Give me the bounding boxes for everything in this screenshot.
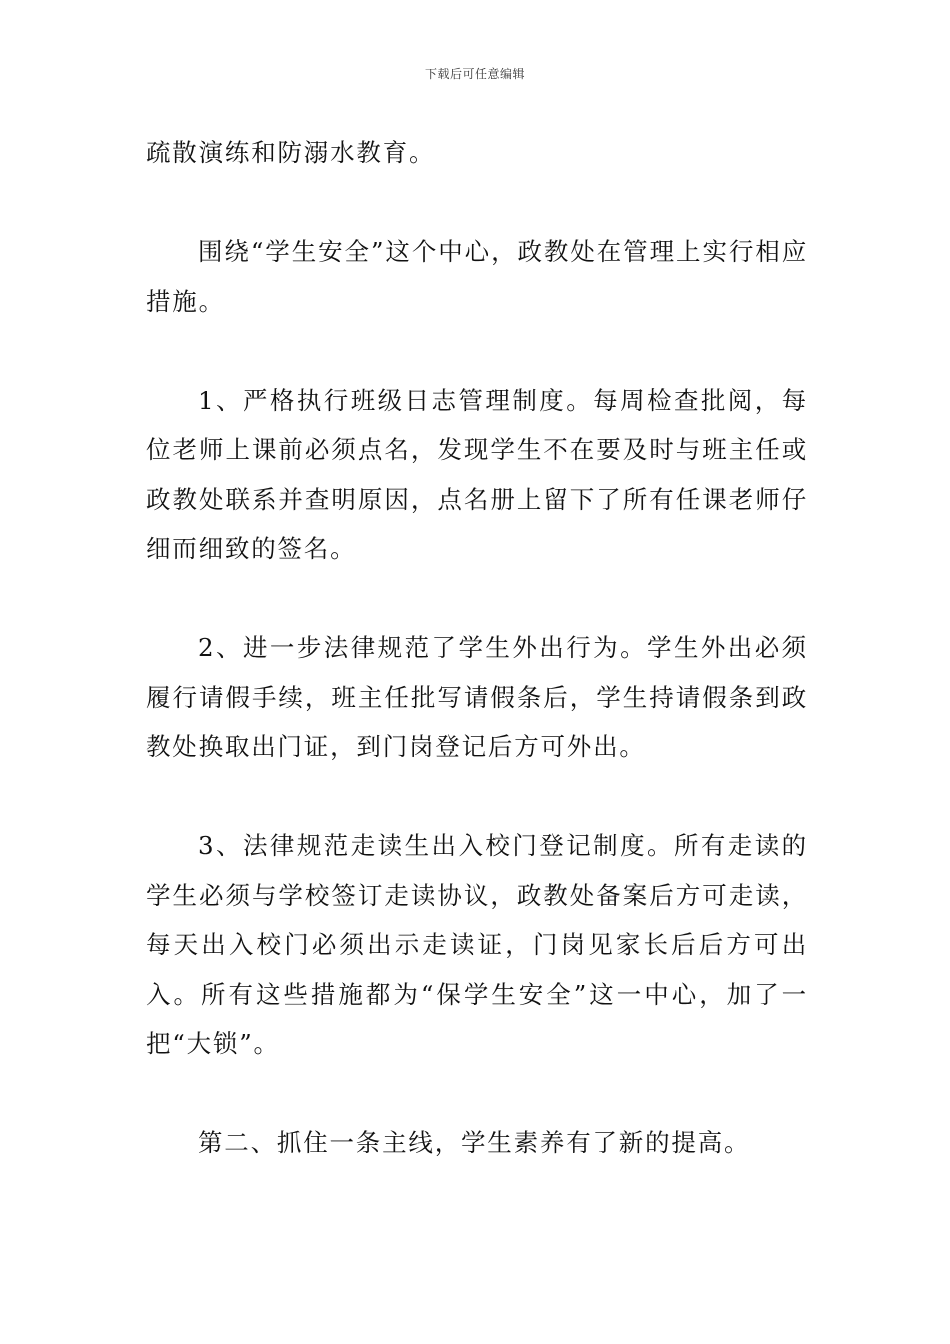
document-body — [146, 128, 808, 1217]
paragraph-5: 3、法律规范走读生出入校门登记制度。所有走读的学生必须与学校签订走读协议，政教处备案后方可走读，每天出入校门必须出示走读证，门岗见家长后后方可出入。所有这些措施都为“保学生安全”这一中心，加了一把“大锁”。 — [146, 831, 808, 1058]
paragraph-6: 第二、抓住一条主线，学生素养有了新的提高。 — [198, 1128, 751, 1157]
page-header: 下载后可任意编辑 — [424, 67, 525, 81]
paragraph-3: 1、严格执行班级日志管理制度。每周检查批阅，每位老师上课前必须点名，发现学生不在要及时与班主任或政教处联系并查明原因，点名册上留下了所有任课老师仔细而细致的签名。 — [146, 385, 808, 563]
paragraph-2: 围绕“学生安全”这个中心，政教处在管理上实行相应措施。 — [146, 237, 808, 316]
paragraph-1: 疏散演练和防溺水教育。 — [146, 138, 436, 167]
paragraph-4: 2、进一步法律规范了学生外出行为。学生外出必须履行请假手续，班主任批写请假条后，学生持请假条到政教处换取出门证，到门岗登记后方可外出。 — [146, 633, 808, 761]
